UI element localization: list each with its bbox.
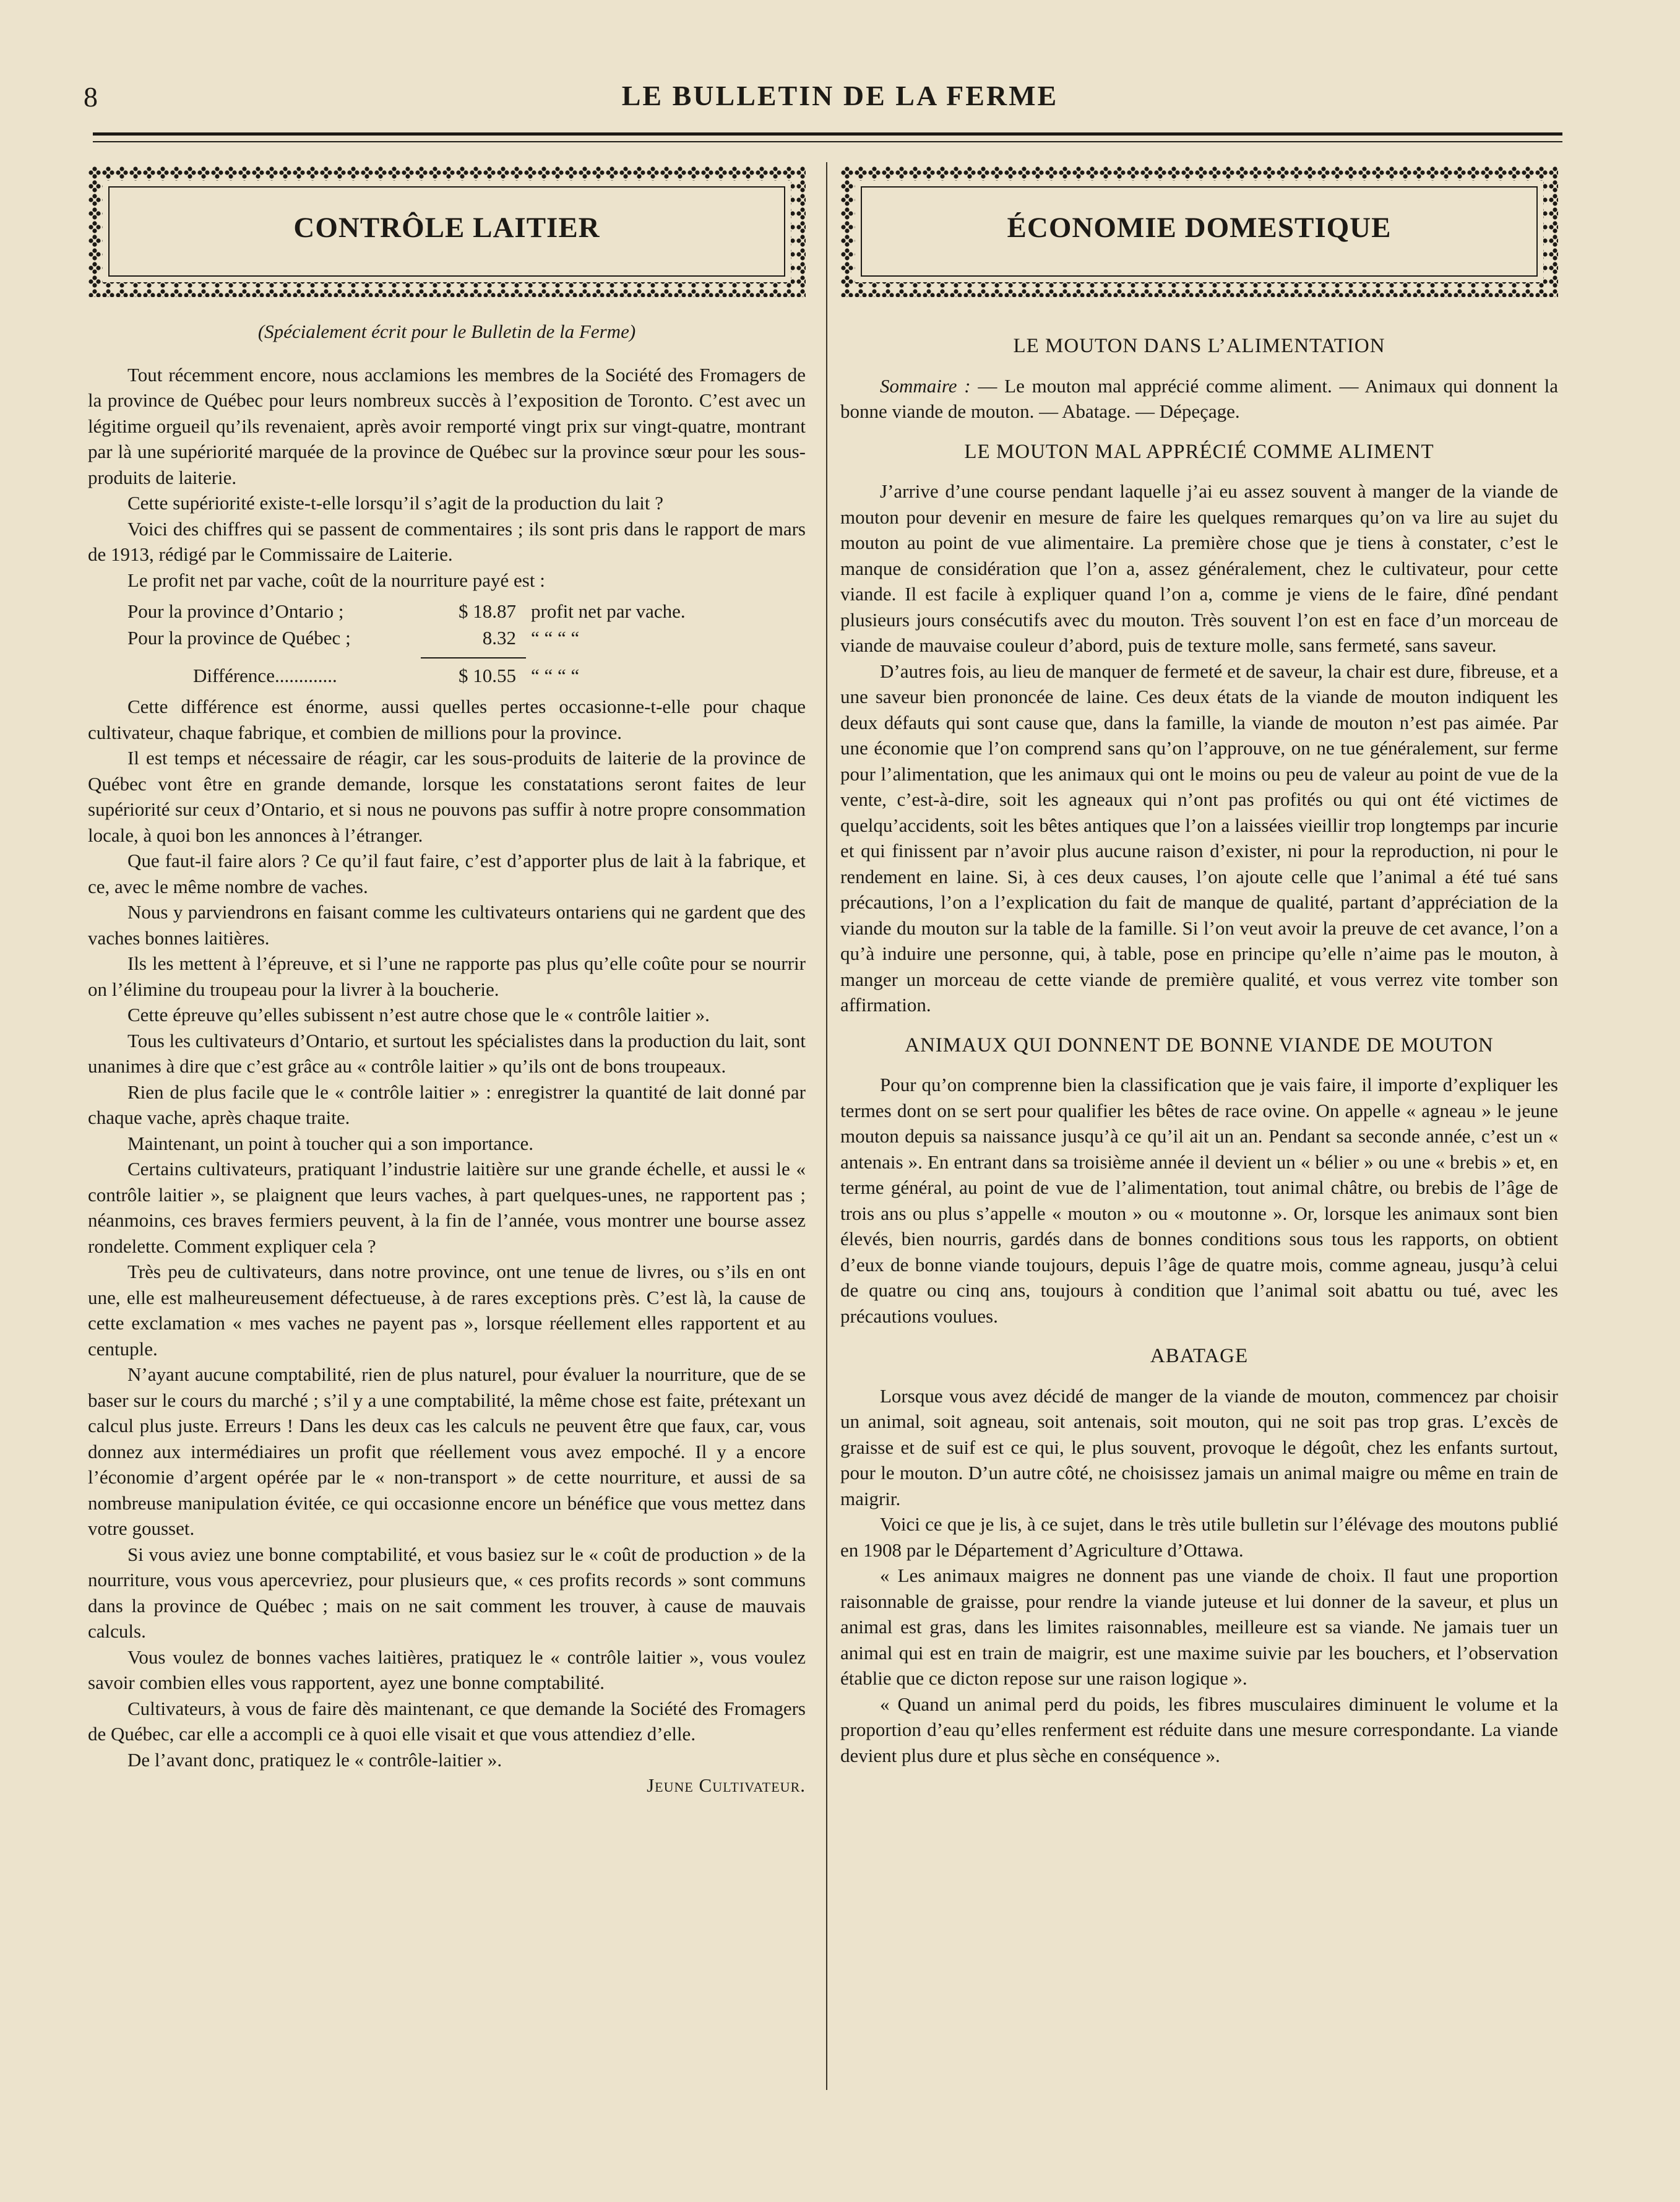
column-divider [826,162,827,2090]
paragraph: Nous y parviendrons en faisant comme les cultivateurs ontariens qui ne gardent que des vaches bonnes laitières. [88,901,806,949]
profit-row [127,598,806,624]
right-column [840,319,1558,1768]
profit-label: Pour la province d’Ontario ; [127,600,344,622]
paragraph: Tous les cultivateurs d’Ontario, et surtout les spécialistes dans la production du lait, sont unanimes à dire que c’est grâce au « contrôle laitier » qu’ils ont de bons troupeaux. [88,1029,806,1077]
sum-rule [421,657,526,658]
profit-row [127,624,806,651]
paragraph: Cette épreuve qu’elles subissent n’est autre chose que le « contrôle laitier ». [127,1004,710,1025]
right-ornament-frame [840,166,1558,297]
paragraph: Cultivateurs, à vous de faire dès maintenant, ce que demande la Société des Fromagers de Québec, car elle a accompli ce à quoi elle visait et que vous attendiez d’elle. [88,1697,806,1745]
profit-value: $ 18.87 [459,600,516,622]
profit-value: 8.32 [482,627,516,649]
author-signature: Jeune Cultivateur. [647,1774,806,1796]
paragraph: Que faut-il faire alors ? Ce qu’il faut faire, c’est d’apporter plus de lait à la fabrique, et ce, avec le même nombre de vaches. [88,850,806,897]
paragraph: Maintenant, un point à toucher qui a son importance. [127,1132,533,1154]
summary-label: Sommaire : [880,374,971,397]
page-number: 8 [84,81,98,113]
masthead-rule-thick [93,132,1562,136]
paragraph: Ils les mettent à l’épreuve, et si l’une ne rapporte pas plus qu’elle coûte pour se nourrir on l’élimine du troupeau pour la livrer à la boucherie. [88,952,806,1000]
paragraph: Tout récemment encore, nous acclamions les membres de la Société des Fromagers de la province de Québec pour leurs nombreux succès à l’exposition de Toronto. C’est avec un légitime orgueil qu’ils revenaient, après avoir remporté vingt prix sur vingt-quatre, montrant par là une supériorité marquée de la province de Québec sur la province sœur pour les sous-produits de laiterie. [88,363,806,488]
summary [840,373,1558,425]
difference-row [127,662,806,689]
article-heading: LE MOUTON DANS L’ALIMENTATION [1013,335,1385,357]
left-column [88,319,806,1798]
profit-note: “ “ “ “ [531,627,580,649]
difference-note: “ “ “ “ [531,665,580,686]
paragraph: Certains cultivateurs, pratiquant l’industrie laitière sur une grande échelle, et aussi le « contrôle laitier », se plaignent que leurs vaches, à part quelques-unes, ne rapportent pas ; néanmoins, ces braves fermiers peuvent, à la fin de l’année, vous montrer une bourse assez rondelette. Comment expliquer cela ? [88,1158,806,1257]
paragraph: Lorsque vous avez décidé de manger de la viande de mouton, commencez par choisir un animal, soit agneau, soit antenais, soit mouton, qui ne soit pas trop gras. L’excès de graisse et de suif est ce qui, le plus souvent, provoque le dégoût, chez les enfants surtout, pour le mouton. D’un autre côté, ne choisissez jamais un animal maigre ou même en train de maigrir. [840,1384,1558,1509]
byline: (Spécialement écrit pour le Bulletin de la Ferme) [257,321,636,342]
paragraph: « Quand un animal perd du poids, les fibres musculaires diminuent le volume et la proportion d’eau qu’elles renferment est réduite dans une mesure correspondante. La viande devient plus dure et plus sèche en conséquence ». [840,1693,1558,1766]
paragraph: « Les animaux maigres ne donnent pas une viande de choix. Il faut une proportion raisonnable de graisse, pour rendre la viande juteuse et lui donner de la saveur, et plus un animal est gras, dans les limites raisonnables, meilleure est sa viande. Ne jamais tuer un animal qui est en train de maigrir, est une maxime suivie par les bouchers, et l’observation établie que ce dicton repose sur une raison logique ». [840,1565,1558,1689]
section-title-economie-domestique: ÉCONOMIE DOMESTIQUE [1007,212,1392,244]
paragraph: Voici ce que je lis, à ce sujet, dans le très utile bulletin sur l’élévage des moutons publié en 1908 par le Département d’Agriculture d’Ottawa. [840,1513,1558,1561]
paragraph: Voici des chiffres qui se passent de commentaires ; ils sont pris dans le rapport de mars de 1913, rédigé par le Commissaire de Laiterie. [88,517,806,565]
left-ornament-frame [88,166,806,297]
paragraph: Pour qu’on comprenne bien la classification que je vais faire, il importe d’expliquer les termes dont on se sert pour qualifier les bêtes de race ovine. On appelle « agneau » le jeune mouton depuis sa naissance jusqu’à ce qu’il ait un an. Pendant sa seconde année, c’est un « antenais ». En entrant dans sa troisième année il devient un « bélier » ou une « brebis » et, en terme général, au point de vue de l’alimentation, tout animal châtre, ou brebis de l’âge de trois ans ou plus s’appelle « mouton » ou « moutonne ». Or, lorsque les animaux sont bien élevés, bien nourris, gardés dans de bonnes conditions sous tous les rapports, on obtient d’eux de bonne viande toujours, depuis l’âge de quatre mois, comme agneau, jusqu’à celui de quatre ou cinq ans, toujours à condition que l’animal soit abattu ou tué, avec les précautions voulues. [840,1074,1558,1327]
paragraph: J’arrive d’une course pendant laquelle j’ai eu assez souvent à manger de la viande de mouton pour devenir en mesure de faire les quelques remarques qu’on va lire au sujet du mouton au point de vue alimentaire. La première chose que je tiens à constater, c’est le manque de considération que l’on a, assez généralement, chez le cultivateur, pour cette viande. Il est facile à expliquer quand l’on a, comme je viens de le faire, dîné pendant plusieurs jours consécutifs avec du mouton. Très souvent l’on est en face d’un morceau de viande de mauvaise couleur d’abord, puis de texture molle, sans fermeté, sans saveur. [840,480,1558,656]
subheading: LE MOUTON MAL APPRÉCIÉ COMME ALIMENT [964,440,1434,463]
difference-label: Différence............. [193,665,337,686]
paragraph: De l’avant donc, pratiquez le « contrôle-laitier ». [127,1748,502,1771]
publication-title: LE BULLETIN DE LA FERME [621,80,1059,111]
summary-text: — Le mouton mal apprécié comme aliment. — Animaux qui donnent la bonne viande de mouton. — Abatage. — Dépeçage. [840,374,1558,422]
paragraph: Vous voulez de bonnes vaches laitières, pratiquez le « contrôle laitier », vous voulez savoir combien elles vous rapportent, ayez une bonne comptabilité. [88,1646,806,1693]
paragraph: Le profit net par vache, coût de la nourriture payé est : [127,569,545,591]
difference-value: $ 10.55 [459,665,516,686]
paragraph: Il est temps et nécessaire de réagir, car les sous-produits de laiterie de la province de Québec vont être en grande demande, lorsque les constatations seront faites de leur supériorité sur ceux d’Ontario, et si nous ne pouvons pas suffir à notre propre consommation locale, à quoi bon les annonces à l’étranger. [88,747,806,846]
paragraph: Cette supériorité existe-t-elle lorsqu’il s’agit de la production du lait ? [127,492,664,514]
paragraph: Très peu de cultivateurs, dans notre province, ont une tenue de livres, ou s’ils en ont une, elle est malheureusement défectueuse, à de rares exceptions près. C’est là, la cause de cette exclamation « mes vaches ne payent pas », lorsque réellement elles rapportent et au centuple. [88,1261,806,1360]
section-title-controle-laitier: CONTRÔLE LAITIER [293,212,600,244]
subheading: ANIMAUX QUI DONNENT DE BONNE VIANDE DE MOUTON [905,1034,1494,1056]
profit-table [127,598,806,689]
profit-label: Pour la province de Québec ; [127,627,351,649]
profit-note: profit net par vache. [531,600,686,622]
paragraph: N’ayant aucune comptabilité, rien de plus naturel, pour évaluer la nourriture, que de se baser sur le cours du marché ; s’il y a une comptabilité, la même chose est faite, prétexant un calcul plus juste. Erreurs ! Dans les deux cas les calculs ne peuvent être que faux, car, vous donnez aux intermédiaires un profit que réellement vous avez empoché. Il y a encore l’économie d’argent opérée par le « non-transport » de cette nourriture, et aussi de sa nombreuse manipulation évitée, ce qui occasionne encore un bénéfice que vous mettez dans votre gousset. [88,1363,806,1539]
subheading: ABATAGE [1150,1345,1249,1367]
paragraph: Cette différence est énorme, aussi quelles pertes occasionne-t-elle pour chaque cultivateur, chaque fabrique, et combien de millions pour la province. [88,696,806,743]
masthead-rule-thin [93,141,1562,142]
paragraph: D’autres fois, au lieu de manquer de fermeté et de saveur, la chair est dure, fibreuse, et a une saveur bien prononcée de laine. Ces deux états de la viande de mouton indiquent les deux défauts qui sont cause que, dans la famille, la viande de mouton n’est pas aimée. Par une économie que l’on comprend sans qu’on l’approuve, on ne tue généralement, sur ferme pour l’alimentation, que les animaux qui ont le moins ou peu de valeur au point de vue de la vente, c’est-à-dire, soit les agneaux qui n’ont pas profités ou qui ont été victimes de quelqu’accidents, soit les bêtes antiques que l’on a laissées vieillir trop longtemps par incurie et qui finissent par n’avoir plus aucune raison d’exister, ni pour la reproduction, ni pour le rendement en laine. Si, à ces deux causes, l’on ajoute celle que l’animal a été tué sans précautions, l’on a l’explication du fait de manque de qualité, partant d’appréciation de la viande du mouton sur la table de la famille. Si l’on veut avoir la preuve de cet avance, l’on a qu’à induire une personne, qui, à table, pose en principe qu’elle n’aime pas le mouton, à manger un morceau de cette viande de première qualité, et vous verrez vite tomber son affirmation. [840,660,1558,1016]
paragraph: Rien de plus facile que le « contrôle laitier » : enregistrer la quantité de lait donné par chaque vache, après chaque traite. [88,1081,806,1128]
paragraph: Si vous aviez une bonne comptabilité, et vous basiez sur le « coût de production » de la nourriture, vous vous apercevriez, pour plusieurs que, « ces profits records » sont communs dans la province de Québec ; mais on ne sait comment les trouver, à cause de mauvais calculs. [88,1543,806,1642]
